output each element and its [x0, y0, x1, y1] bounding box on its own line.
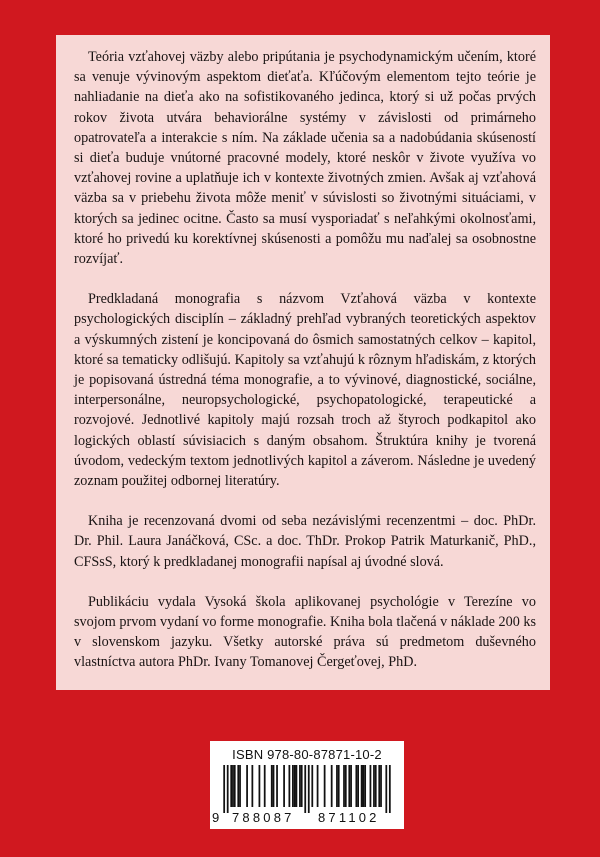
barcode-bar — [264, 765, 266, 807]
barcode-digits-left: 788087 — [232, 810, 295, 825]
barcode-bar — [239, 765, 241, 807]
barcode-bar — [380, 765, 382, 807]
barcode-bar — [370, 765, 372, 807]
blurb-text — [74, 47, 536, 673]
barcode-bar — [294, 765, 296, 807]
paragraph-theory: Teória vzťahovej väzby alebo pripútania je psychodynamickým učením, ktoré sa venuje vývinovým aspektom dieťaťa. Kľúčovým elementom tejto teórie je nahliadanie na dieťa ako na sofistikovaného jedinca, ktorý si už počas prvých rokov života utvára behaviorálne systémy v závislosti od primárneho opatrovateľa a interakcie s ním. Na základe učenia sa a nadobúdania skúseností si dieťa buduje vnútorné pracovné modely, ktoré neskôr v živote využíva vo vzťahovej rovine a uplatňuje ich v kontexte životných zmien. Avšak aj vzťahová väzba sa v priebehu života môže meniť v súvislosti so životnými situáciami, v ktorých sa jedinec ocitne. Často sa musí vysporiadať s neľahkými okolnosťami, ktoré ho privedú ku korektívnej skúsenosti a pomôžu mu naďalej sa osobnostne rozvíjať. — [74, 49, 536, 268]
barcode-bar — [311, 765, 313, 807]
barcode-bar — [223, 765, 225, 813]
barcode-bar — [271, 765, 273, 807]
barcode-bar — [251, 765, 253, 807]
barcode-bar — [304, 765, 306, 813]
barcode-bar — [363, 765, 365, 807]
barcode-bar — [234, 765, 236, 807]
barcode-bar — [364, 765, 366, 807]
barcode-bar — [246, 765, 248, 807]
barcode-bar — [230, 765, 232, 807]
barcode-bar — [283, 765, 285, 807]
paragraph-publisher: Publikáciu vydala Vysoká škola aplikovanej psychológie v Terezíne vo svojom prvom vydaní vo forme monografie. Kniha bola tlačená v náklade 200 ks v slovenskom jazyku. Všetky autorské práva sú predmetom duševného vlastníctva autora PhDr. Ivany Tomanovej Čergeťovej, PhD. — [74, 593, 536, 671]
barcode-bar — [375, 765, 377, 807]
barcode-bar — [292, 765, 294, 807]
barcode-bar — [308, 765, 310, 813]
barcode-bar — [324, 765, 326, 807]
barcode-bar — [361, 765, 363, 807]
barcode-bar — [276, 765, 278, 807]
barcode-bar — [348, 765, 350, 807]
barcode-bar — [378, 765, 380, 807]
barcode-digits-right: 871102 — [318, 810, 380, 825]
barcode-bar — [343, 765, 345, 807]
barcode-bar — [259, 765, 261, 807]
paragraph-monograph: Predkladaná monografia s názvom Vzťahová väzba v kontexte psychologických disciplín – základný prehľad vybraných teoretických aspektov a výskumných zistení je koncipovaná do ôsmich samostatných celkov – kapitol, ktoré sa tematicky odlišujú. Kapitoly sa vzťahujú k rôznym hľadiskám, z ktorých je popisovaná ústredná téma monografie, a to vývinové, diagnostické, sociálne, interpersonálne, neuropsychologické, psychopatologické, terapeutické a rozvojové. Jednotlivé kapitoly majú rozsah troch až štyroch podkapitol ako logických oblastí súvisiacich s daným obsahom. Štruktúra knihy je tvorená úvodom, vedeckým textom jednotlivých kapitol a záverom. Následne je uvedený zoznam použitej odbornej literatúry. — [74, 291, 536, 490]
barcode-bar — [288, 765, 290, 807]
barcode-bar — [389, 765, 391, 813]
isbn-label: ISBN 978-80-87871-10-2 — [232, 747, 382, 762]
barcode-bar — [317, 765, 319, 807]
barcode-digits — [210, 810, 404, 827]
barcode-bar — [373, 765, 375, 807]
barcode-bar — [350, 765, 352, 807]
isbn-barcode — [210, 741, 404, 829]
barcode-bar — [336, 765, 338, 807]
barcode-bar — [227, 765, 229, 813]
barcode-bar — [301, 765, 303, 807]
barcode-bar — [273, 765, 275, 807]
barcode-bar — [338, 765, 340, 807]
barcode-bar — [357, 765, 359, 807]
barcode-bar — [385, 765, 387, 813]
barcode-bars — [218, 765, 396, 813]
barcode-bar — [345, 765, 347, 807]
barcode-bar — [331, 765, 333, 807]
barcode-bar — [355, 765, 357, 807]
barcode-bar — [237, 765, 239, 807]
barcode-bar — [232, 765, 234, 807]
paragraph-reviewers: Kniha je recenzovaná dvomi od seba nezávislými recenzentmi – doc. PhDr. Dr. Phil. Laura Janáčková, CSc. a doc. ThDr. Prokop Patrik Maturkanič, PhD., CFSsS, ktorý k predkladanej monografii napísal aj úvodné slová. — [74, 513, 536, 570]
barcode-digit-first: 9 — [212, 810, 220, 825]
barcode-bar — [299, 765, 301, 807]
barcode-bar — [296, 765, 298, 807]
